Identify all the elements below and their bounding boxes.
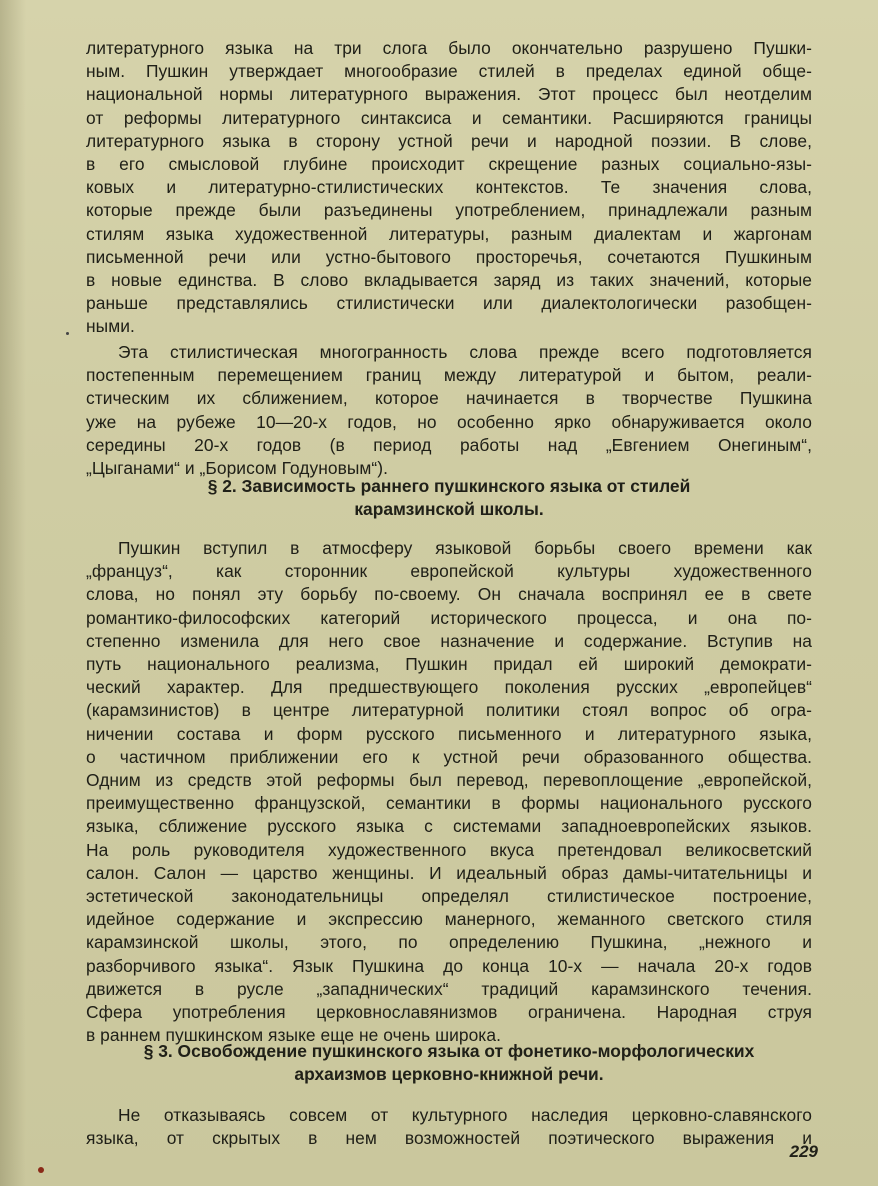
para3-line: карамзинской школы, этого, по определению Пушкина, „нежного и [86,932,812,953]
section-heading-2 [86,475,812,520]
para1-line: национальной нормы литературного выражения. Этот процесс был неотделим [86,84,812,105]
section-heading-3 [86,1040,812,1085]
para4-line: языка, от скрытых в нем возможностей поэтического выражения и [86,1128,812,1149]
para1-line: в новые единства. В слово вкладывается заряд из таких значений, которые [86,270,812,291]
para3-line: путь национального реализма, Пушкин придал ей широкий демократи- [86,654,812,675]
para2-line: постепенным перемещением границ между литературой и бытом, реали- [86,365,812,386]
heading2-line: § 2. Зависимость раннего пушкинского языка от стилей [207,476,691,496]
heading2-line: карамзинской школы. [354,498,544,519]
para3-line: романтико-философских категорий исторического процесса, и она по- [86,607,812,628]
paper-stain [38,1167,44,1173]
para3-line: ничении состава и форм русского письменного и литературного языка, [86,723,812,744]
para4-line: Не отказываясь совсем от культурного наследия церковно-славянского [118,1105,812,1125]
para1-line: ковых и литературно-стилистических контекстов. Те значения слова, [86,177,812,198]
para3-line: слова, но понял эту борьбу по-своему. Он сначала воспринял ее в свете [86,584,812,605]
paragraph-church-slavonic [86,1104,812,1150]
para3-line: разборчивого языка“. Язык Пушкина до конца 10-х — начала 20-х годов [86,955,812,976]
para3-line: На роль руководителя художественного вкуса претендовал великосветский [86,839,812,860]
para3-line: движется в русле „западнических“ традиций карамзинского течения. [86,978,812,999]
para3-line: ческий характер. Для предшествующего поколения русских „европейцев“ [86,677,812,698]
paragraph-pushkin-styles [86,37,812,339]
para3-line: преимущественно французской, семантики в формы национального русского [86,793,812,814]
para1-line: литературного языка в сторону устной речи и народной поэзии. В слове, [86,130,812,151]
para3-line: Одним из средств этой реформы был перевод, перевоплощение „европейской, [86,770,812,791]
para1-line: раньше представлялись стилистически или диалектологически разобщен- [86,293,812,314]
para2-line: „Цыганами“ и „Борисом Годуновым“). [86,458,388,479]
para3-line: Пушкин вступил в атмосферу языковой борьбы своего времени как [118,538,812,558]
para3-line: в раннем пушкинском языке еще не очень широка. [86,1025,501,1046]
paragraph-stylistic-diversity [86,341,812,480]
paragraph-karamzin-school [86,537,812,1047]
para1-line: от реформы литературного синтаксиса и семантики. Расширяются границы [86,107,812,128]
heading3-line: архаизмов церковно-книжной речи. [294,1063,604,1084]
para3-line: степенно изменила для него свое назначение и содержание. Вступив на [86,630,812,651]
para2-line: Эта стилистическая многогранность слова прежде всего подготовляется [118,342,812,362]
para3-line: „француз“, как сторонник европейской культуры художественного [86,561,812,582]
para1-line: которые прежде были разъединены употреблением, принадлежали разным [86,200,812,221]
binding-shadow [0,0,26,1186]
para3-line: Сфера употребления церковнославянизмов ограничена. Народная струя [86,1002,812,1023]
heading3-line: § 3. Освобождение пушкинского языка от фонетико-морфологических [143,1041,755,1061]
para3-line: эстетической законодательницы определял стилистическое построение, [86,886,812,907]
para3-line: (карамзинистов) в центре литературной политики стоял вопрос об огра- [86,700,812,721]
para1-line: литературного языка на три слога было окончательно разрушено Пушки- [86,38,812,58]
para3-line: о частичном приближении его к устной речи образованного общества. [86,746,812,767]
para1-line: в его смысловой глубине происходит скрещение разных социально-язы- [86,154,812,175]
page-number: 229 [789,1142,818,1161]
para1-line: письменной речи или устно-бытового просторечья, сочетаются Пушкиным [86,246,812,267]
para1-line: стилям языка художественной литературы, разным диалектам и жаргонам [86,223,812,244]
para2-line: середины 20-х годов (в период работы над „Евгением Онегиным“, [86,434,812,455]
para3-line: салон. Салон — царство женщины. И идеальный образ дамы-читательницы и [86,862,812,883]
para3-line: идейное содержание и экспрессию манерного, жеманного светского стиля [86,909,812,930]
para2-line: стическим их сближением, которое начинается в творчестве Пушкина [86,388,812,409]
para3-line: языка, сближение русского языка с системами западноевропейских языков. [86,816,812,837]
para2-line: уже на рубеже 10—20-х годов, но особенно ярко обнаруживается около [86,411,812,432]
para1-line: ным. Пушкин утверждает многообразие стилей в пределах единой обще- [86,61,812,82]
para1-line: ными. [86,316,135,337]
margin-mark [66,332,69,335]
